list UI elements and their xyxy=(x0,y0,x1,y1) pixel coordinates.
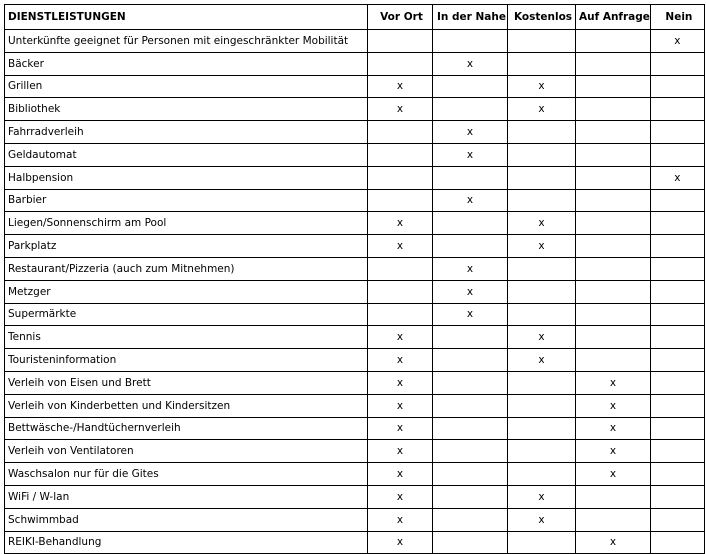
mark-free: x xyxy=(508,98,576,121)
mark-on-site xyxy=(368,280,433,303)
service-name: Schwimmbad xyxy=(5,508,368,531)
mark-free: x xyxy=(508,326,576,349)
mark-on-request: x xyxy=(576,531,651,554)
header-on-request: Auf Anfrage xyxy=(576,5,651,30)
mark-nearby xyxy=(433,235,508,258)
service-name: Tennis xyxy=(5,326,368,349)
mark-free: x xyxy=(508,235,576,258)
service-name: Bettwäsche-/Handtüchernverleih xyxy=(5,417,368,440)
mark-free xyxy=(508,440,576,463)
header-no: Nein xyxy=(650,5,704,30)
mark-nearby xyxy=(433,417,508,440)
header-on-site: Vor Ort xyxy=(368,5,433,30)
service-name: Halbpension xyxy=(5,166,368,189)
table-row xyxy=(5,508,705,531)
mark-no xyxy=(650,417,704,440)
mark-no xyxy=(650,371,704,394)
mark-free xyxy=(508,189,576,212)
service-name: Touristeninformation xyxy=(5,349,368,372)
mark-no xyxy=(650,235,704,258)
service-name: Unterkünfte geeignet für Personen mit eingeschränkter Mobilität xyxy=(5,30,368,53)
mark-on-site xyxy=(368,121,433,144)
mark-free xyxy=(508,463,576,486)
mark-on-site: x xyxy=(368,212,433,235)
mark-free xyxy=(508,30,576,53)
mark-no xyxy=(650,257,704,280)
table-row xyxy=(5,166,705,189)
mark-nearby xyxy=(433,212,508,235)
mark-no xyxy=(650,121,704,144)
mark-on-site: x xyxy=(368,508,433,531)
mark-on-request xyxy=(576,52,651,75)
mark-on-site xyxy=(368,52,433,75)
mark-on-request xyxy=(576,189,651,212)
table-body xyxy=(5,30,705,554)
mark-on-request xyxy=(576,212,651,235)
service-name: Bäcker xyxy=(5,52,368,75)
mark-free: x xyxy=(508,349,576,372)
table-row xyxy=(5,417,705,440)
mark-on-site xyxy=(368,303,433,326)
table-row xyxy=(5,485,705,508)
mark-nearby xyxy=(433,371,508,394)
mark-on-site xyxy=(368,143,433,166)
mark-on-site: x xyxy=(368,417,433,440)
mark-free xyxy=(508,371,576,394)
mark-no xyxy=(650,52,704,75)
mark-on-request xyxy=(576,30,651,53)
mark-on-request xyxy=(576,235,651,258)
table-row xyxy=(5,52,705,75)
mark-free: x xyxy=(508,75,576,98)
table-row xyxy=(5,531,705,554)
table-row xyxy=(5,30,705,53)
mark-on-request xyxy=(576,508,651,531)
mark-nearby: x xyxy=(433,52,508,75)
mark-free: x xyxy=(508,508,576,531)
table-row xyxy=(5,75,705,98)
mark-on-site xyxy=(368,257,433,280)
mark-nearby: x xyxy=(433,143,508,166)
mark-free xyxy=(508,531,576,554)
table-row xyxy=(5,235,705,258)
mark-no xyxy=(650,75,704,98)
mark-free: x xyxy=(508,212,576,235)
mark-no xyxy=(650,508,704,531)
mark-on-site xyxy=(368,166,433,189)
table-row xyxy=(5,257,705,280)
mark-nearby: x xyxy=(433,280,508,303)
mark-nearby xyxy=(433,508,508,531)
mark-on-request xyxy=(576,280,651,303)
table-row xyxy=(5,143,705,166)
mark-no xyxy=(650,463,704,486)
service-name: Geldautomat xyxy=(5,143,368,166)
mark-no xyxy=(650,303,704,326)
mark-no xyxy=(650,485,704,508)
mark-on-request xyxy=(576,257,651,280)
mark-no xyxy=(650,189,704,212)
mark-on-site: x xyxy=(368,349,433,372)
mark-nearby xyxy=(433,394,508,417)
mark-free xyxy=(508,280,576,303)
mark-nearby xyxy=(433,349,508,372)
mark-on-request: x xyxy=(576,440,651,463)
service-name: Supermärkte xyxy=(5,303,368,326)
services-table xyxy=(4,4,705,554)
mark-on-request xyxy=(576,75,651,98)
mark-on-site: x xyxy=(368,371,433,394)
service-name: Verleih von Kinderbetten und Kindersitzen xyxy=(5,394,368,417)
mark-nearby xyxy=(433,463,508,486)
service-name: Grillen xyxy=(5,75,368,98)
service-name: Fahrradverleih xyxy=(5,121,368,144)
mark-on-request: x xyxy=(576,417,651,440)
mark-on-site: x xyxy=(368,75,433,98)
mark-free xyxy=(508,52,576,75)
mark-nearby xyxy=(433,326,508,349)
table-row xyxy=(5,98,705,121)
mark-nearby: x xyxy=(433,257,508,280)
mark-nearby xyxy=(433,75,508,98)
service-name: Parkplatz xyxy=(5,235,368,258)
mark-nearby xyxy=(433,166,508,189)
mark-on-request: x xyxy=(576,463,651,486)
table-row xyxy=(5,212,705,235)
mark-on-request xyxy=(576,98,651,121)
mark-nearby: x xyxy=(433,303,508,326)
table-row xyxy=(5,394,705,417)
mark-no: x xyxy=(650,30,704,53)
mark-nearby xyxy=(433,30,508,53)
mark-no xyxy=(650,98,704,121)
mark-on-site: x xyxy=(368,235,433,258)
mark-no: x xyxy=(650,166,704,189)
service-name: Verleih von Eisen und Brett xyxy=(5,371,368,394)
mark-no xyxy=(650,531,704,554)
mark-nearby xyxy=(433,531,508,554)
mark-on-site: x xyxy=(368,394,433,417)
mark-on-request xyxy=(576,121,651,144)
table-row xyxy=(5,121,705,144)
mark-on-site: x xyxy=(368,326,433,349)
service-name: Metzger xyxy=(5,280,368,303)
mark-free xyxy=(508,121,576,144)
header-services: DIENSTLEISTUNGEN xyxy=(5,5,368,30)
mark-free xyxy=(508,166,576,189)
service-name: Barbier xyxy=(5,189,368,212)
mark-no xyxy=(650,394,704,417)
mark-free: x xyxy=(508,485,576,508)
mark-nearby xyxy=(433,98,508,121)
mark-no xyxy=(650,326,704,349)
mark-on-request xyxy=(576,303,651,326)
mark-on-site xyxy=(368,30,433,53)
mark-no xyxy=(650,349,704,372)
table-row xyxy=(5,371,705,394)
mark-free xyxy=(508,143,576,166)
mark-on-site xyxy=(368,189,433,212)
mark-free xyxy=(508,417,576,440)
mark-on-site: x xyxy=(368,440,433,463)
table-row xyxy=(5,189,705,212)
table-row xyxy=(5,440,705,463)
header-nearby: In der Nahe xyxy=(433,5,508,30)
mark-nearby: x xyxy=(433,121,508,144)
header-row xyxy=(5,5,705,30)
mark-on-request xyxy=(576,166,651,189)
service-name: Bibliothek xyxy=(5,98,368,121)
mark-on-site: x xyxy=(368,485,433,508)
table-row xyxy=(5,463,705,486)
mark-on-request: x xyxy=(576,371,651,394)
mark-nearby: x xyxy=(433,189,508,212)
mark-on-site: x xyxy=(368,98,433,121)
mark-on-request xyxy=(576,326,651,349)
mark-nearby xyxy=(433,485,508,508)
mark-on-site: x xyxy=(368,531,433,554)
table-row xyxy=(5,349,705,372)
mark-on-site: x xyxy=(368,463,433,486)
service-name: Verleih von Ventilatoren xyxy=(5,440,368,463)
service-name: Restaurant/Pizzeria (auch zum Mitnehmen) xyxy=(5,257,368,280)
mark-on-request xyxy=(576,143,651,166)
service-name: Waschsalon nur für die Gites xyxy=(5,463,368,486)
mark-no xyxy=(650,143,704,166)
mark-nearby xyxy=(433,440,508,463)
mark-no xyxy=(650,280,704,303)
mark-free xyxy=(508,303,576,326)
header-free: Kostenlos xyxy=(508,5,576,30)
service-name: REIKI-Behandlung xyxy=(5,531,368,554)
mark-no xyxy=(650,440,704,463)
table-row xyxy=(5,303,705,326)
mark-on-request xyxy=(576,485,651,508)
service-name: WiFi / W-lan xyxy=(5,485,368,508)
mark-free xyxy=(508,257,576,280)
service-name: Liegen/Sonnenschirm am Pool xyxy=(5,212,368,235)
mark-no xyxy=(650,212,704,235)
table-row xyxy=(5,326,705,349)
mark-free xyxy=(508,394,576,417)
table-row xyxy=(5,280,705,303)
mark-on-request: x xyxy=(576,394,651,417)
mark-on-request xyxy=(576,349,651,372)
